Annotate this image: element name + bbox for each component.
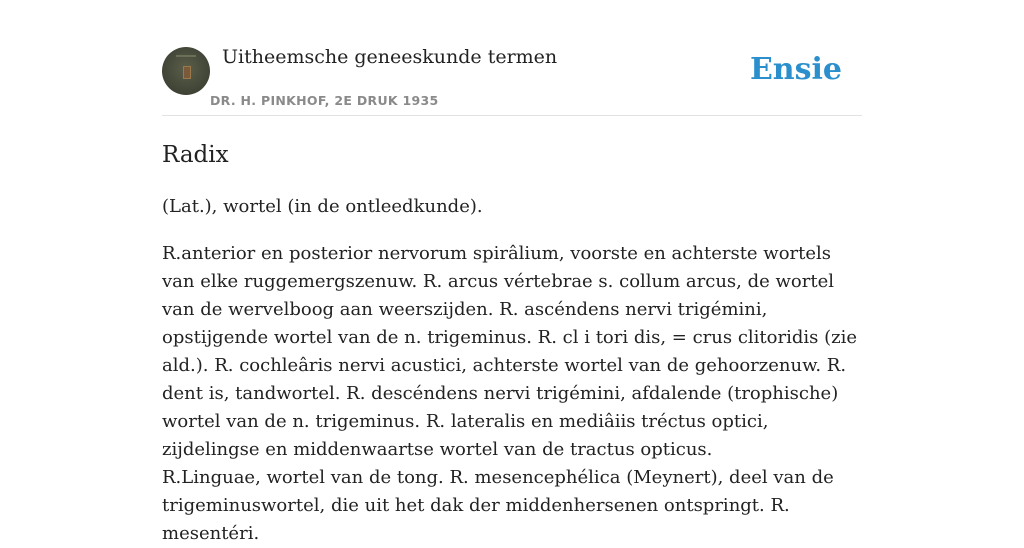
entry-paragraph: R.Linguae, wortel van de tong. R. mesencephélica (Meynert), deel van de trigeminuswortel, die uit het dak der middenhersenen ontspringt. R. mesentéri. xyxy=(162,467,834,544)
book-cover-image[interactable] xyxy=(162,47,210,95)
entry-title: Radix xyxy=(162,142,229,168)
header xyxy=(162,0,862,116)
ensie-logo[interactable]: Ensie xyxy=(749,52,842,87)
cover-band-decoration xyxy=(176,55,196,57)
cover-emblem-decoration xyxy=(183,66,191,79)
book-title[interactable]: Uitheemsche geneeskunde termen xyxy=(222,46,558,68)
entry-paragraph: R.anterior en posterior nervorum spirâlium, voorste en achterste wortels van elke ruggemergszenuw. R. arcus vértebrae s. collum arcus, de wortel van de wervelboog aan weerszijden. R. ascéndens nervi trigémini, opstijgende wortel van de n. trigeminus. R. cl i tori dis, = crus clitoridis (zie ald.). R. cochleâris nervi acustici, achterste wortel van de gehoorzenuw. R. dent is, tandwortel. R. descéndens nervi trigémini, afdalende (trophische) wortel van de n. trigeminus. R. lateralis en mediâiis tréctus optici, zijdelingse en middenwaartse wortel van de tractus opticus. xyxy=(162,243,858,460)
book-author: DR. H. PINKHOF, 2E DRUK 1935 xyxy=(210,93,439,108)
content-container xyxy=(162,0,862,548)
entry-paragraph: (Lat.), wortel (in de ontleedkunde). xyxy=(162,196,483,217)
